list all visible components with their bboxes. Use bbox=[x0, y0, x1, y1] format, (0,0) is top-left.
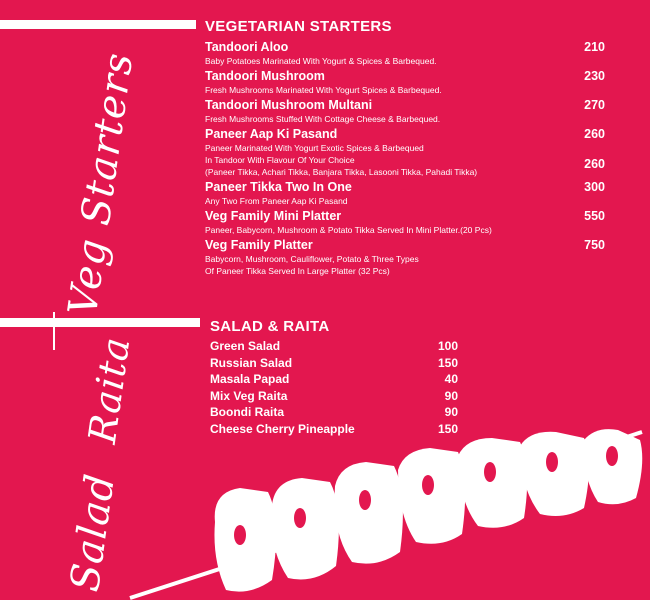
item-name: Tandoori Mushroom bbox=[205, 69, 325, 83]
salad-heading: SALAD & RAITA bbox=[210, 318, 330, 335]
item-price-second: 260 bbox=[584, 157, 605, 171]
item-price: 40 bbox=[444, 372, 458, 387]
item-desc: Babycorn, Mushroom, Cauliflower, Potato & Three Types bbox=[205, 254, 419, 264]
item-name: Paneer Aap Ki Pasand bbox=[205, 127, 338, 141]
item-price: 90 bbox=[444, 405, 458, 420]
starters-heading: VEGETARIAN STARTERS bbox=[205, 18, 392, 35]
veg-starters-side-title: Veg Starters bbox=[60, 49, 143, 319]
item-price: 750 bbox=[584, 238, 605, 252]
item-desc: Of Paneer Tikka Served In Large Platter (32 Pcs) bbox=[205, 266, 390, 276]
item-price: 230 bbox=[584, 69, 605, 83]
item-name: Paneer Tikka Two In One bbox=[205, 180, 352, 194]
item-desc: Fresh Mushrooms Stuffed With Cottage Cheese & Barbequed. bbox=[205, 114, 441, 124]
item-price: 100 bbox=[437, 339, 458, 353]
item-desc: Any Two From Paneer Aap Ki Pasand bbox=[205, 196, 348, 206]
item-desc: (Paneer Tikka, Achari Tikka, Banjara Tikka, Lasooni Tikka, Pahadi Tikka) bbox=[205, 167, 478, 177]
item-name: Tandoori Aloo bbox=[205, 40, 289, 54]
item-price: 150 bbox=[437, 355, 458, 370]
item-desc: Paneer, Babycorn, Mushroom & Potato Tikka Served In Mini Platter.(20 Pcs) bbox=[205, 225, 492, 235]
item-desc: Paneer Marinated With Yogurt Exotic Spices & Barbequed bbox=[205, 143, 424, 153]
item-price: 210 bbox=[584, 40, 605, 54]
item-name: Veg Family Mini Platter bbox=[205, 209, 342, 223]
item-price: 270 bbox=[584, 98, 605, 112]
salad-side-title: Salad bbox=[62, 470, 125, 595]
item-name: Tandoori Mushroom Multani bbox=[205, 98, 373, 112]
raita-side-title: Raita bbox=[80, 333, 139, 447]
item-price: 260 bbox=[584, 127, 605, 141]
item-price: 150 bbox=[437, 421, 458, 436]
item-price: 550 bbox=[584, 209, 605, 223]
item-name: Masala Papad bbox=[210, 372, 290, 387]
item-name: Boondi Raita bbox=[210, 405, 284, 420]
item-desc: Baby Potatoes Marinated With Yogurt & Spices & Barbequed. bbox=[205, 56, 437, 66]
skewer-pieces bbox=[214, 429, 642, 592]
item-name: Mix Veg Raita bbox=[210, 388, 288, 403]
item-name: Green Salad bbox=[210, 339, 281, 353]
item-desc: Fresh Mushrooms Marinated With Yogurt Spices & Barbequed. bbox=[205, 85, 442, 95]
item-name: Russian Salad bbox=[210, 355, 293, 370]
item-price: 90 bbox=[444, 388, 458, 403]
item-name: Cheese Cherry Pineapple bbox=[210, 421, 355, 436]
item-desc: In Tandoor With Flavour Of Your Choice bbox=[205, 155, 355, 165]
item-name: Veg Family Platter bbox=[205, 238, 313, 252]
item-price: 300 bbox=[584, 180, 605, 194]
